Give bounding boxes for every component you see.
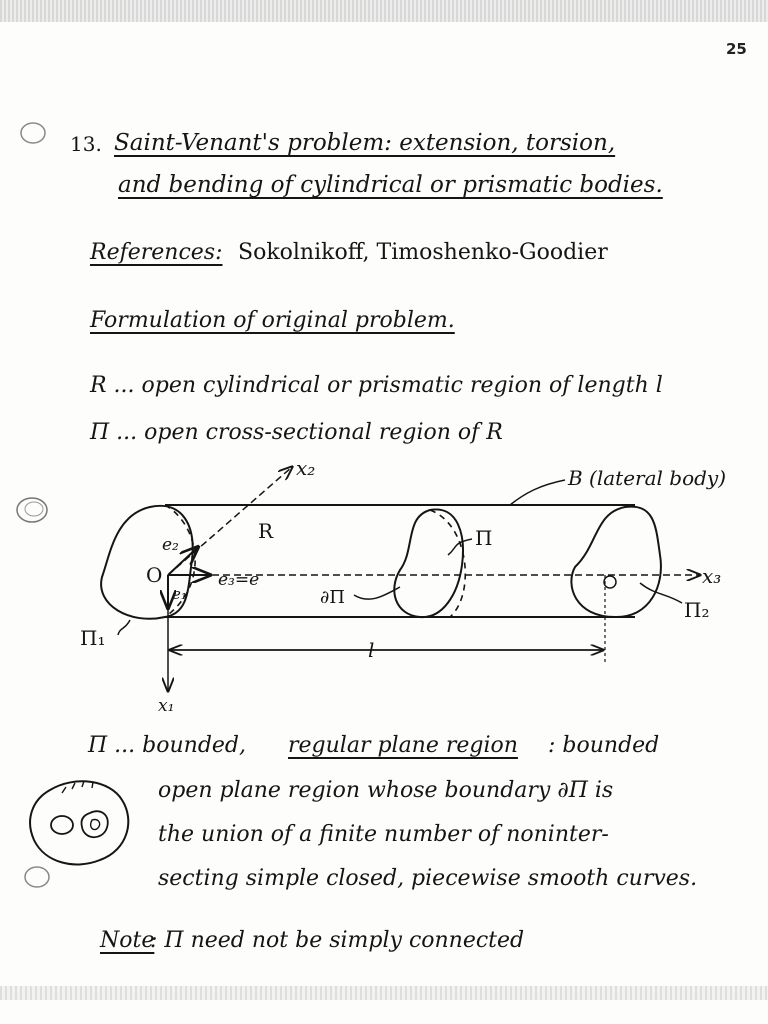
label-Pi2: Π₂ <box>684 598 710 622</box>
page-number: 25 <box>726 40 747 58</box>
cross-section-pi-hidden <box>430 510 465 617</box>
label-O: O <box>146 563 163 587</box>
bounded-line-1-pre: Π ... bounded, <box>88 733 246 758</box>
leader-B <box>510 480 565 505</box>
label-l: l <box>368 638 375 662</box>
heading-line-2: and bending of cylindrical or prismatic bodies. <box>118 172 663 198</box>
bounded-line-2: open plane region whose boundary ∂Π is <box>158 778 614 803</box>
region-sketch <box>20 775 140 875</box>
references-label: References: <box>90 240 223 265</box>
bounded-term: regular plane region <box>288 733 518 758</box>
label-e1: e₁ <box>172 585 187 603</box>
definition-Pi: Π ... open cross-sectional region of R <box>90 420 503 445</box>
subheading: Formulation of original problem. <box>90 308 455 333</box>
origin-marker-pi2 <box>604 576 616 588</box>
label-Pi1: Π₁ <box>80 626 106 650</box>
cylinder-diagram <box>70 455 760 725</box>
heading-line-1: Saint-Venant's problem: extension, torsion, <box>114 130 616 156</box>
bounded-line-1-post: : bounded <box>548 733 660 758</box>
label-e3: e₃=e <box>218 570 260 590</box>
leader-Pi1 <box>118 620 130 635</box>
definition-R: R ... open cylindrical or prismatic region of length l <box>90 373 663 398</box>
scan-bottom-edge <box>0 986 768 1000</box>
label-x2: x₂ <box>296 456 316 480</box>
label-x1: x₁ <box>158 696 175 716</box>
label-B: B (lateral body) <box>568 466 727 490</box>
label-R: R <box>258 519 274 543</box>
references-text: Sokolnikoff, Timoshenko-Goodier <box>238 240 608 265</box>
note-text: : Π need not be simply connected <box>150 928 525 953</box>
leader-Pi2 <box>640 583 682 603</box>
punch-hole-middle <box>8 490 52 530</box>
bounded-line-4: secting simple closed, piecewise smooth curves. <box>158 866 698 891</box>
label-e2: e₂ <box>162 535 179 555</box>
scan-top-edge <box>0 0 768 22</box>
cross-section-pi <box>394 509 463 617</box>
punch-hole-top <box>16 118 50 148</box>
label-Pi: Π <box>475 526 493 550</box>
bounded-line-3: the union of a finite number of noninter- <box>158 822 609 847</box>
label-dPi: ∂Π <box>320 587 346 608</box>
cross-section-pi2 <box>571 507 661 617</box>
note-label: Note <box>100 928 155 953</box>
section-number: 13. <box>70 132 102 156</box>
label-x3: x₃ <box>702 564 722 588</box>
